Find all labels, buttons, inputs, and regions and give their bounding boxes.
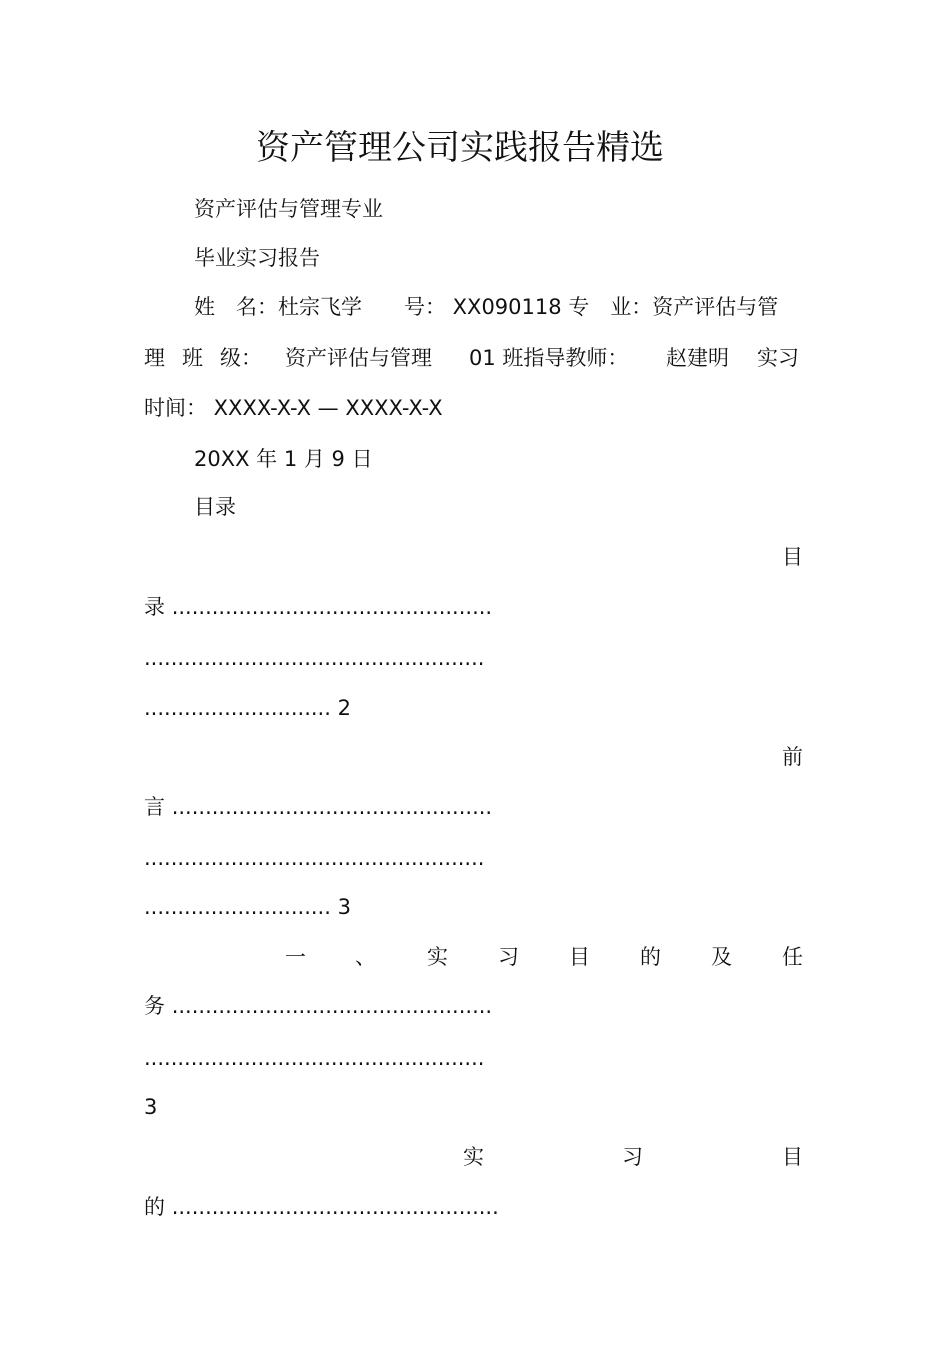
toc-2-row-3 (144, 894, 351, 920)
toc-3-char-0: 一 (285, 945, 306, 969)
toc-4-row-1 (144, 1194, 499, 1220)
toc-1-char-right: 目 (782, 545, 803, 569)
document-title: 资产管理公司实践报告精选 (256, 128, 664, 168)
info-line-2-g: 实习 (757, 346, 799, 370)
toc-2-dots-1: ................................................ (171, 795, 493, 819)
info-line-2-e: 01 班指导教师： (469, 346, 629, 370)
info-line-2-c: 级： (220, 346, 262, 370)
toc-1-char-left: 录 (144, 595, 165, 619)
toc-4-char-0: 实 (463, 1145, 484, 1169)
info-line-2-d: 资产评估与管理 (285, 346, 432, 370)
toc-2-page: 3 (337, 895, 351, 919)
toc-3-char-2: 实 (427, 945, 448, 969)
toc-3-char-left: 务 (144, 994, 165, 1018)
toc-heading: 目录 (194, 495, 236, 519)
toc-3-dots-2: ................................................... (144, 1046, 485, 1070)
toc-3-char-5: 的 (640, 945, 661, 969)
subtitle-major: 资产评估与管理专业 (194, 197, 383, 221)
toc-3-char-3: 习 (498, 945, 519, 969)
info-line-2-f: 赵建明 (666, 346, 729, 370)
toc-4-dots-1: ................................................. (171, 1195, 499, 1219)
toc-3-page: 3 (144, 1095, 158, 1119)
toc-2-dots-3: ............................ (144, 895, 331, 919)
toc-1-dots-2: ................................................... (144, 646, 485, 670)
toc-2-char-right: 前 (782, 745, 803, 769)
toc-3-row-1 (144, 993, 492, 1019)
toc-4-char-2: 目 (782, 1145, 803, 1169)
toc-2-dots-2: ................................................... (144, 846, 485, 870)
info-line-2-b: 班 (182, 346, 203, 370)
toc-1-page: 2 (337, 696, 351, 720)
toc-3-char-7: 任 (782, 945, 803, 969)
report-date: 20XX 年 1 月 9 日 (194, 447, 373, 471)
toc-3-char-4: 目 (569, 945, 590, 969)
toc-4-char-1: 习 (622, 1145, 643, 1169)
toc-1-dots-1: ................................................ (171, 595, 493, 619)
toc-4-char-left: 的 (144, 1195, 165, 1219)
toc-2-char-left: 言 (144, 795, 165, 819)
info-line-3: 时间： XXXX-X-X — XXXX-X-X (144, 396, 443, 420)
toc-3-char-1: 、 (355, 945, 376, 969)
toc-1-row-1 (144, 594, 492, 620)
toc-3-char-6: 及 (711, 945, 732, 969)
toc-3-dots-1: ................................................ (171, 994, 493, 1018)
info-line-2-a: 理 (144, 346, 165, 370)
info-line-1: 姓 名：杜宗飞学 号： XX090118 专 业：资产评估与管 (194, 295, 779, 319)
toc-1-row-3 (144, 695, 351, 721)
toc-2-row-1 (144, 794, 492, 820)
toc-1-dots-3: ............................ (144, 696, 331, 720)
subtitle-report: 毕业实习报告 (194, 246, 320, 270)
